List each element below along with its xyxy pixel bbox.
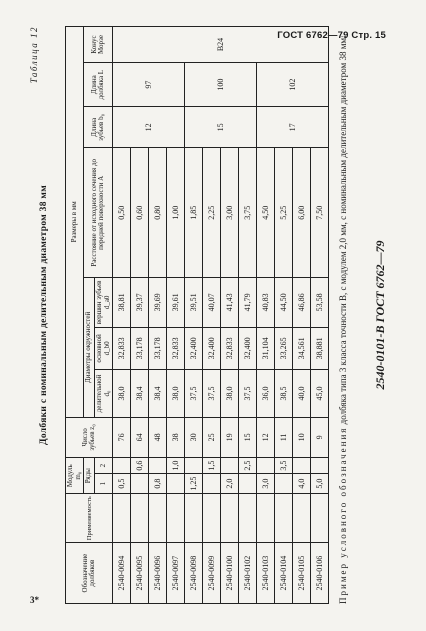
cell-module-row1 [203, 474, 221, 494]
cell-module-row1: 0,5 [113, 474, 131, 494]
cell-designation: 2540-0097 [167, 543, 185, 604]
cell-module-row1: 2,0 [221, 474, 239, 494]
cell-distance: 2,25 [203, 148, 221, 278]
running-header: ГОСТ 6762—79 Стр. 15 [277, 30, 386, 41]
cell-application [239, 494, 257, 543]
cell-pitch-diameter: 37,5 [185, 370, 203, 417]
cell-module-row2: 0,6 [131, 458, 149, 474]
cell-application [113, 494, 131, 543]
cell-base-diameter: 32,400 [185, 327, 203, 370]
table-row [257, 27, 275, 604]
cell-distance: 1,85 [185, 148, 203, 278]
header-sizes: Размеры в мм [66, 27, 84, 418]
cell-teeth: 19 [221, 417, 239, 458]
cell-tip-diameter: 38,81 [113, 278, 131, 327]
cell-distance: 7,50 [311, 148, 329, 278]
cell-application [203, 494, 221, 543]
cell-designation: 2540-0094 [113, 543, 131, 604]
cell-module-row1: 4,0 [293, 474, 311, 494]
cell-module-row1: 3,0 [257, 474, 275, 494]
cell-module-row2 [221, 458, 239, 474]
cell-base-diameter: 33,265 [275, 327, 293, 370]
cell-designation: 2540-0102 [239, 543, 257, 604]
header-tip: вершин зубьев d_a0 [95, 278, 113, 327]
cell-tip-diameter: 40,07 [203, 278, 221, 327]
cell-module-row1 [275, 474, 293, 494]
cell-base-diameter: 32,833 [113, 327, 131, 370]
cell-pitch-diameter: 37,5 [203, 370, 221, 417]
cell-application [293, 494, 311, 543]
header-base: основной d_b0 [95, 327, 113, 370]
cell-teeth: 15 [239, 417, 257, 458]
cell-tip-diameter: 39,61 [167, 278, 185, 327]
cell-distance: 0,60 [131, 148, 149, 278]
header-teeth: Число зубьев z₀ [66, 417, 113, 458]
cell-pitch-diameter: 40,0 [293, 370, 311, 417]
cell-designation: 2540-0096 [149, 543, 167, 604]
cell-pitch-diameter: 38,5 [275, 370, 293, 417]
cell-base-diameter: 33,178 [149, 327, 167, 370]
header-pitch: делительной d₀ [95, 370, 113, 417]
cell-module-row1: 0,8 [149, 474, 167, 494]
header-application: Применяемость [66, 494, 113, 543]
page-marker: 3* [30, 595, 39, 605]
table-caption: Долбяки с номинальным делительным диаметром 38 мм [39, 185, 49, 445]
cell-distance: 0,80 [149, 148, 167, 278]
header-diameters: Диаметры окружностей [84, 278, 95, 417]
cell-morse-taper: В24 [113, 27, 329, 63]
cell-pitch-diameter: 45,0 [311, 370, 329, 417]
cell-tip-diameter: 39,51 [185, 278, 203, 327]
cell-teeth: 25 [203, 417, 221, 458]
cell-designation: 2540-0100 [221, 543, 239, 604]
table-number: Таблица 12 [29, 26, 39, 84]
table-row [185, 27, 203, 604]
cell-pitch-diameter: 38,0 [113, 370, 131, 417]
cell-teeth: 30 [185, 417, 203, 458]
cell-base-diameter: 32,833 [167, 327, 185, 370]
cell-tip-diameter: 53,58 [311, 278, 329, 327]
cell-application [185, 494, 203, 543]
cell-tip-diameter: 39,37 [131, 278, 149, 327]
cell-application [221, 494, 239, 543]
header-rows: Ряды [84, 458, 95, 494]
cell-distance: 3,75 [239, 148, 257, 278]
cell-module-row1: 5,0 [311, 474, 329, 494]
cell-cutter-length: 97 [113, 62, 185, 106]
cell-module-row2 [185, 458, 203, 474]
cell-module-row2: 1,5 [203, 458, 221, 474]
cell-designation: 2540-0095 [131, 543, 149, 604]
header-morse: Конус Морзе [84, 27, 113, 63]
cell-module-row2: 2,5 [239, 458, 257, 474]
header-row1: 1 [95, 474, 113, 494]
cell-module-row1 [239, 474, 257, 494]
cell-module-row1 [167, 474, 185, 494]
cell-pitch-diameter: 37,5 [239, 370, 257, 417]
cell-cutter-length: 102 [257, 62, 329, 106]
cell-pitch-diameter: 38,4 [149, 370, 167, 417]
header-distance: Расстояние от исходного сечения до передней поверхности A [84, 148, 113, 278]
cell-application [149, 494, 167, 543]
cell-designation: 2540-0098 [185, 543, 203, 604]
example-designation: 2540-0101-В ГОСТ 6762—79 [373, 240, 387, 390]
cell-application [311, 494, 329, 543]
cell-teeth: 12 [257, 417, 275, 458]
cell-base-diameter: 32,400 [239, 327, 257, 370]
cell-cutter-length: 100 [185, 62, 257, 106]
table-body [113, 27, 329, 604]
cell-distance: 5,25 [275, 148, 293, 278]
example-line: долбяка типа 3 класса точности В, с модулем 2,0 мм, с номинальным делительным диаметром 38 мм: [338, 35, 348, 425]
cell-module-row2: 3,5 [275, 458, 293, 474]
cell-distance: 0,50 [113, 148, 131, 278]
cell-teeth: 76 [113, 417, 131, 458]
cell-base-diameter: 32,400 [203, 327, 221, 370]
cell-pitch-diameter: 36,0 [257, 370, 275, 417]
cell-module-row2 [293, 458, 311, 474]
cell-base-diameter: 33,178 [131, 327, 149, 370]
cell-module-row1: 1,25 [185, 474, 203, 494]
header-designation: Обозначение долбяков [66, 543, 113, 604]
cell-teeth: 9 [311, 417, 329, 458]
cell-designation: 2540-0105 [293, 543, 311, 604]
cell-module-row2 [311, 458, 329, 474]
header-module: Модуль m₀ [66, 458, 84, 494]
cell-application [167, 494, 185, 543]
cell-pitch-diameter: 38,4 [131, 370, 149, 417]
cell-designation: 2540-0106 [311, 543, 329, 604]
cell-teeth: 38 [167, 417, 185, 458]
cell-application [257, 494, 275, 543]
cell-distance: 1,00 [167, 148, 185, 278]
cell-module-row2 [113, 458, 131, 474]
rotated-page-content [25, 20, 425, 610]
header-row2: 2 [95, 458, 113, 474]
cell-module-row1 [131, 474, 149, 494]
cutter-table [65, 26, 329, 604]
cell-pitch-diameter: 38,0 [167, 370, 185, 417]
table-row [113, 27, 131, 604]
cell-tip-diameter: 39,69 [149, 278, 167, 327]
cell-tip-diameter: 46,86 [293, 278, 311, 327]
cell-distance: 4,50 [257, 148, 275, 278]
cell-tip-diameter: 41,79 [239, 278, 257, 327]
cell-teeth: 48 [149, 417, 167, 458]
header-tooth-length: Длина зубьев b₀ [84, 107, 113, 148]
cell-application [131, 494, 149, 543]
cell-designation: 2540-0104 [275, 543, 293, 604]
cell-distance: 3,00 [221, 148, 239, 278]
cell-teeth: 10 [293, 417, 311, 458]
cell-module-row2 [149, 458, 167, 474]
cell-teeth: 11 [275, 417, 293, 458]
cell-base-diameter: 38,881 [311, 327, 329, 370]
cell-base-diameter: 31,104 [257, 327, 275, 370]
header-cutter-length: Длина долбяка L [84, 62, 113, 106]
cell-tip-diameter: 40,83 [257, 278, 275, 327]
cell-teeth: 64 [131, 417, 149, 458]
cell-tooth-length: 17 [257, 107, 329, 148]
cell-base-diameter: 34,561 [293, 327, 311, 370]
cell-application [275, 494, 293, 543]
example-text [337, 26, 350, 604]
cell-tip-diameter: 44,50 [275, 278, 293, 327]
cell-tooth-length: 15 [185, 107, 257, 148]
cell-distance: 6,00 [293, 148, 311, 278]
cell-pitch-diameter: 38,0 [221, 370, 239, 417]
cell-module-row2: 1,0 [167, 458, 185, 474]
cell-tooth-length: 12 [113, 107, 185, 148]
cell-module-row2 [257, 458, 275, 474]
cell-designation: 2540-0103 [257, 543, 275, 604]
cell-designation: 2540-0099 [203, 543, 221, 604]
cell-base-diameter: 32,833 [221, 327, 239, 370]
example-lead: Пример условного обозначения [338, 426, 348, 604]
cell-tip-diameter: 41,43 [221, 278, 239, 327]
